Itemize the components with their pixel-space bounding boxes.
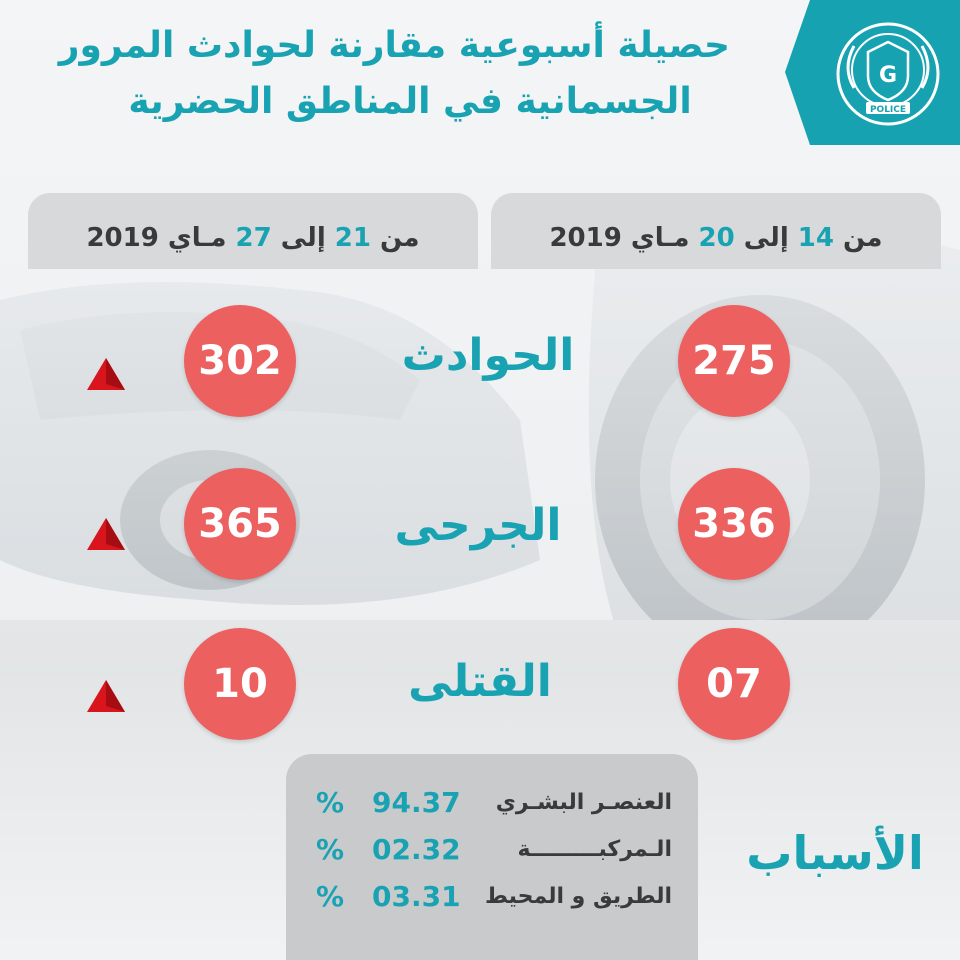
page-title <box>58 18 730 130</box>
period-from: 14 <box>797 223 834 253</box>
logo-text: POLICE <box>869 105 907 115</box>
period-middle: إلى <box>734 223 798 253</box>
causes-panel <box>286 754 698 960</box>
deaths-week-2-value: 10 <box>184 628 296 740</box>
cause-unit: % <box>316 786 345 819</box>
period-to: 20 <box>698 223 735 253</box>
cause-name: الـمركبـــــــــة <box>517 837 672 862</box>
svg-text:G: G <box>878 63 898 88</box>
accidents-label: الحوادث <box>401 330 575 381</box>
trend-up-arrow-icon <box>85 678 127 714</box>
period-suffix: مـاي 2019 <box>86 223 236 253</box>
accidents-week-2-value: 302 <box>184 305 296 417</box>
cause-row-human <box>316 784 672 824</box>
cause-unit: % <box>316 880 345 913</box>
injured-week-1-value: 336 <box>678 468 790 580</box>
trend-up-arrow-icon <box>85 356 127 392</box>
accidents-week-1-value: 275 <box>678 305 790 417</box>
deaths-week-1-value: 07 <box>678 628 790 740</box>
period-week-1 <box>491 193 941 269</box>
injured-label: الجرحى <box>394 500 562 551</box>
cause-name: الطريق و المحيط <box>485 884 672 909</box>
period-prefix: من <box>833 223 883 253</box>
police-emblem-icon <box>832 18 944 130</box>
cause-value: 03.31 <box>372 880 461 913</box>
period-to: 27 <box>235 223 272 253</box>
cause-name: العنصـر البشـري <box>495 790 672 815</box>
title-line-1: حصيلة أسبوعية مقارنة لحوادث المرور <box>58 25 730 66</box>
period-from: 21 <box>334 223 371 253</box>
period-middle: إلى <box>271 223 335 253</box>
cause-unit: % <box>316 833 345 866</box>
cause-row-vehicle <box>316 831 672 871</box>
period-prefix: من <box>370 223 420 253</box>
period-suffix: مـاي 2019 <box>549 223 699 253</box>
cause-value: 02.32 <box>372 833 461 866</box>
cause-value: 94.37 <box>372 786 461 819</box>
deaths-label: القتلى <box>408 656 552 707</box>
period-week-2 <box>28 193 478 269</box>
cause-row-road <box>316 878 672 918</box>
title-line-2: الجسمانية في المناطق الحضرية <box>128 81 692 122</box>
injured-week-2-value: 365 <box>184 468 296 580</box>
trend-up-arrow-icon <box>85 516 127 552</box>
causes-title: الأسباب <box>746 826 924 880</box>
